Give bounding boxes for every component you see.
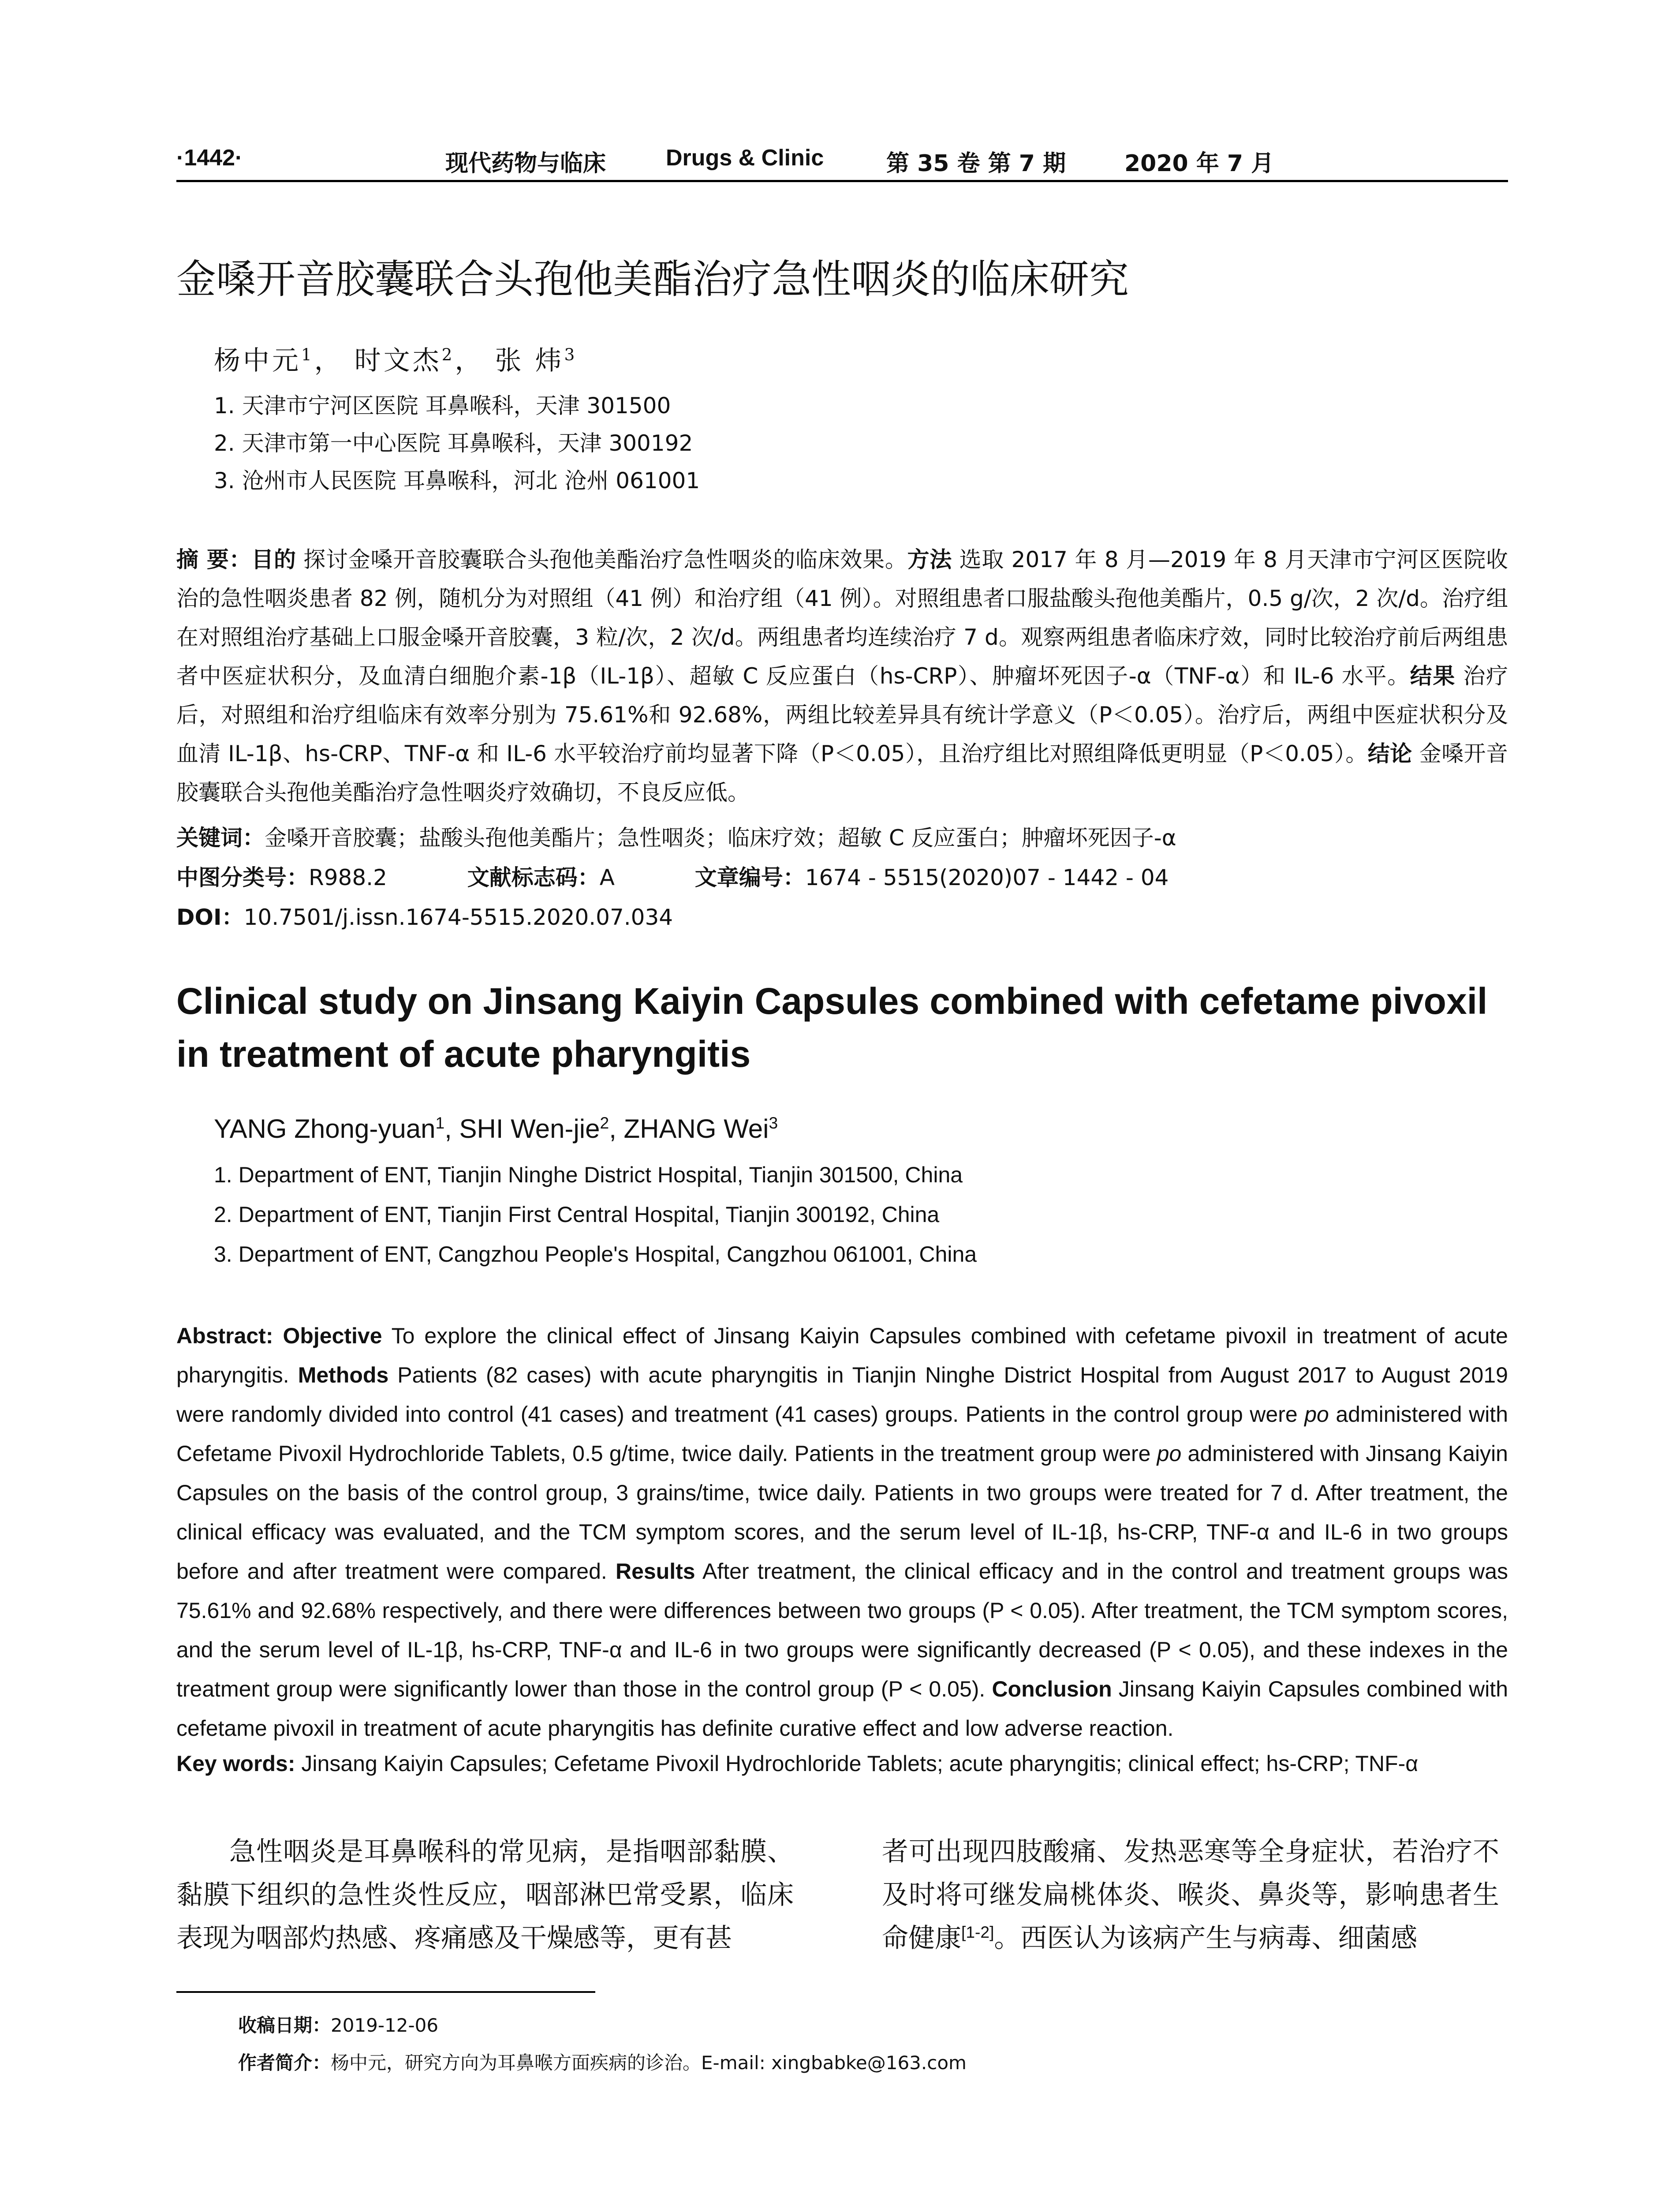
abstract-cn-methods: 选取 2017 年 8 月—2019 年 8 月天津市宁河区医院收治的急性咽炎患者 82 例，随机分为对照组（41 例）和治疗组（41 例）。对照组患者口服盐酸头孢他美酯片，0.5 g/次，2 次/d。治疗组在对照组治疗基础上口服金嗓开音胶囊，3 粒/次，2 次/d。两组患者均连续治疗 7 d。观察两组患者临床疗效，同时比较治疗前后两组患者中医症状积分，及血清白细胞介素-1β（IL-1β）、超敏 C 反应蛋白（hs-CRP）、肿瘤坏死因子-α（TNF-α）和 IL-6 水平。 (176, 547, 1508, 689)
abstract-en-results: After treatment, the clinical efficacy and in the control and treatment groups was 75.61% and 92.68% respectively, and there were differences between two groups (P < 0.05). After treatment, the TCM symptom scores, and the serum level of IL-1β, hs-CRP, TNF-α and IL-6 in two groups were significantly decreased (P < 0.05), and these indexes in the treatment group were significantly lower than those in the control group (P < 0.05). (176, 1559, 1508, 1701)
author-bio-label: 作者简介： (238, 2052, 331, 2074)
abstract-en-methods-b: administered with Cefetame Pivoxil Hydrochloride Tablets, 0.5 g/time, twice daily. Patients in the treatment group were (176, 1402, 1508, 1466)
clc-label: 中图分类号： (176, 865, 309, 890)
body-paragraph: 者可出现四肢酸痛、发热恶寒等全身症状，若治疗不及时将可继发扁桃体炎、喉炎、鼻炎等，影响患者生命健康 (882, 1836, 1499, 1954)
abstract-en-po: po (1157, 1441, 1182, 1466)
journal-name-en: Drugs & Clinic (666, 145, 824, 171)
author-sup: 3 (769, 1114, 778, 1132)
abstract-en-conclusion: Jinsang Kaiyin Capsules combined with cefetame pivoxil in treatment of acute pharyngitis has definite curative effect and low adverse reaction. (176, 1677, 1508, 1741)
authors-en: YANG Zhong-yuan$^1$, SHI Wen-jie$^2$, ZHANG Wei$^3$ (214, 1114, 778, 1144)
doc-code-value: A (599, 865, 615, 890)
body-paragraph-cont: 。西医认为该病产生与病毒、细菌感 (994, 1923, 1418, 1954)
running-header (176, 140, 1508, 182)
abstract-en-objective-label: Objective (283, 1323, 382, 1348)
doi-value: 10.7501/j.issn.1674-5515.2020.07.034 (243, 904, 673, 930)
author-name: YANG Zhong-yuan (214, 1114, 436, 1144)
body-paragraph: 急性咽炎是耳鼻喉科的常见病，是指咽部黏膜、黏膜下组织的急性炎性反应，咽部淋巴常受累，临床表现为咽部灼热感、疼痛感及干燥感等，更有甚 (176, 1836, 794, 1954)
author-name: 杨中元 (214, 345, 301, 376)
author-sup: 1 (435, 1114, 445, 1132)
abstract-en-conclusion-label: Conclusion (992, 1677, 1112, 1701)
abstract-en-objective: To explore the clinical effect of Jinsang Kaiyin Capsules combined with cefetame pivoxil in treatment of acute pharyngitis. (176, 1323, 1508, 1387)
issue-date: 2020 年 7 月 (1124, 150, 1274, 177)
abstract-en-results-label: Results (615, 1559, 695, 1584)
abstract-en-po: po (1304, 1402, 1329, 1427)
doc-code-label: 文献标志码： (467, 865, 600, 890)
author-sup: 2 (441, 345, 455, 364)
author-name: 时文杰 (354, 345, 442, 376)
affiliation-cn-1: 1. 天津市宁河区医院 耳鼻喉科，天津 301500 (214, 393, 671, 419)
article-no-label: 文章编号： (694, 865, 805, 890)
abstract-cn-objective-label: 目的 (251, 547, 296, 572)
body-column-left (176, 1830, 794, 1960)
abstract-en-methods-c: administered with Jinsang Kaiyin Capsules on the basis of the control group, 3 grains/time, twice daily. Patients in two groups were treated for 7 d. After treatment, the clinical efficacy was evaluated, and the TCM symptom scores, and the serum level of IL-1β, hs-CRP, TNF-α and IL-6 in two groups before and after treatment were compared. (176, 1441, 1508, 1584)
footnote-rule (176, 1991, 595, 1993)
keywords-cn-label: 关键词： (176, 825, 265, 851)
affiliation-cn-2: 2. 天津市第一中心医院 耳鼻喉科，天津 300192 (214, 430, 693, 456)
abstract-cn-objective: 探讨金嗓开音胶囊联合头孢他美酯治疗急性咽炎的临床效果。 (296, 547, 907, 572)
title-cn: 金嗓开音胶囊联合头孢他美酯治疗急性咽炎的临床研究 (176, 256, 1129, 303)
author-name: SHI Wen-jie (459, 1114, 600, 1144)
abstract-cn-methods-label: 方法 (907, 547, 952, 572)
classification-line (176, 860, 1169, 892)
body-column-right (882, 1830, 1499, 1960)
received-date: 2019-12-06 (331, 2014, 439, 2036)
journal-name-cn: 现代药物与临床 (445, 150, 606, 177)
keywords-cn-text: 金嗓开音胶囊；盐酸头孢他美酯片；急性咽炎；临床疗效；超敏 C 反应蛋白；肿瘤坏死因子-α (265, 825, 1176, 851)
received-label: 收稿日期： (238, 2014, 331, 2036)
affiliation-en-3: 3. Department of ENT, Cangzhou People's Hospital, Cangzhou 061001, China (214, 1242, 977, 1267)
doi-line (176, 900, 673, 931)
keywords-en-text: Jinsang Kaiyin Capsules; Cefetame Pivoxil Hydrochloride Tablets; acute pharyngitis; clinical effect; hs-CRP; TNF-α (301, 1751, 1419, 1776)
abstract-en (176, 1316, 1508, 1748)
article-no-value: 1674 - 5515(2020)07 - 1442 - 04 (805, 865, 1169, 890)
title-en: Clinical study on Jinsang Kaiyin Capsules combined with cefetame pivoxil in treatment of acute pharyngitis (176, 980, 1488, 1075)
abstract-cn (176, 540, 1508, 812)
abstract-cn-conclusion-label: 结论 (1367, 741, 1412, 766)
footnote-author (238, 2048, 967, 2075)
author-sup: 2 (600, 1114, 609, 1132)
volume-issue: 第 35 卷 第 7 期 (886, 150, 1066, 177)
authors-cn: 杨中元$^1$， 时文杰$^2$， 张 炜$^3$ (214, 345, 578, 376)
author-sup: 3 (564, 345, 578, 364)
abstract-en-methods-a: Patients (82 cases) with acute pharyngitis in Tianjin Ninghe District Hospital from August 2017 to August 2019 were randomly divided into control (41 cases) and treatment (41 cases) groups. Patients in the control group were (176, 1363, 1508, 1427)
author-bio: 杨中元，研究方向为耳鼻喉方面疾病的诊治。E-mail: xingbabke@163.com (331, 2052, 967, 2074)
author-name: 张 炜 (495, 345, 564, 376)
abstract-en-label: Abstract: (176, 1323, 283, 1348)
clc-value: R988.2 (309, 865, 387, 890)
affiliation-en-2: 2. Department of ENT, Tianjin First Central Hospital, Tianjin 300192, China (214, 1202, 940, 1227)
author-sup: 1 (301, 345, 314, 364)
citation-ref: [1-2] (961, 1923, 994, 1941)
keywords-en-label: Key words: (176, 1751, 302, 1776)
footnote-received (238, 2011, 438, 2037)
abstract-cn-conclusion: 金嗓开音胶囊联合头孢他美酯治疗急性咽炎疗效确切，不良反应低。 (176, 741, 1508, 805)
abstract-cn-results: 治疗后，对照组和治疗组临床有效率分别为 75.61%和 92.68%，两组比较差异具有统计学意义（P＜0.05）。治疗后，两组中医症状积分及血清 IL-1β、hs-CRP、TNF-α 和 IL-6 水平较治疗前均显著下降（P＜0.05），且治疗组比对照组降低更明显（P＜0.05）。 (176, 663, 1508, 766)
page-number: ·1442· (176, 145, 243, 171)
affiliation-cn-3: 3. 沧州市人民医院 耳鼻喉科，河北 沧州 061001 (214, 468, 700, 493)
abstract-en-methods-label: Methods (298, 1363, 389, 1387)
abstract-cn-label: 摘 要： (176, 547, 252, 572)
doi-label: DOI： (176, 904, 244, 930)
author-name: ZHANG Wei (623, 1114, 769, 1144)
keywords-en (176, 1751, 1418, 1776)
keywords-cn (176, 820, 1176, 852)
affiliation-en-1: 1. Department of ENT, Tianjin Ninghe District Hospital, Tianjin 301500, China (214, 1162, 963, 1187)
abstract-cn-results-label: 结果 (1410, 663, 1456, 689)
